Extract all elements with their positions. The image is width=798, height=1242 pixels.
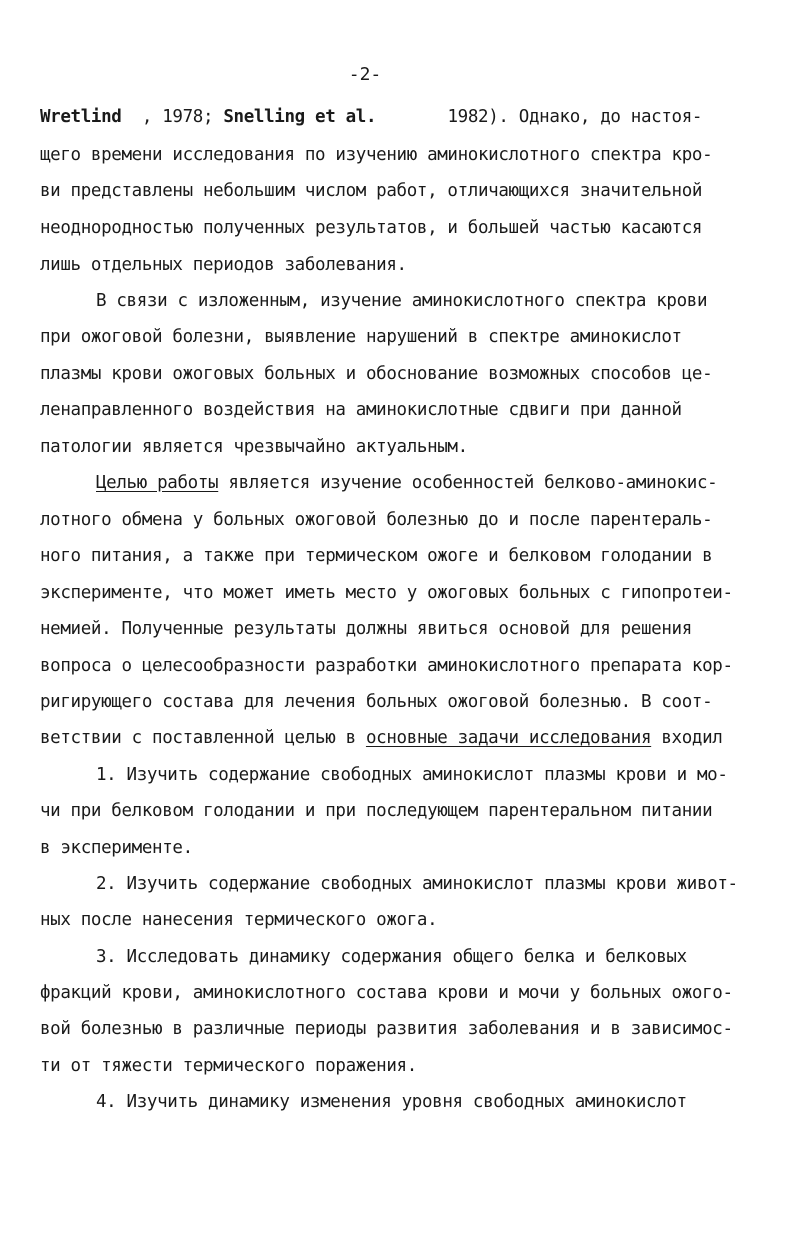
text-line: лотного обмена у больных ожоговой болезнью до и после парентераль-	[40, 510, 713, 530]
text-line: ти от тяжести термического поражения.	[40, 1056, 417, 1076]
page-number: -2-	[348, 64, 382, 85]
text-line: вой болезнью в различные периоды развития заболевания и в зависимос-	[40, 1019, 733, 1039]
text-line	[96, 472, 717, 494]
text-line: ного питания, а также при термическом ожоге и белковом голодании в	[40, 546, 713, 566]
text-line: немией. Полученные результаты должны явиться основой для решения	[40, 619, 692, 639]
text-line: при ожоговой болезни, выявление нарушений в спектре аминокислот	[40, 327, 682, 347]
text-span: входил	[651, 728, 723, 748]
text-span: является изучение особенностей белково-аминокис-	[218, 473, 718, 493]
list-item-1: 1. Изучить содержание свободных аминокислот плазмы крови и мо-	[96, 765, 728, 785]
text-line	[40, 727, 722, 749]
text-span: 1982). Однако, до настоя-	[376, 107, 703, 127]
text-line: чи при белковом голодании и при последующем парентеральном питании	[40, 801, 713, 821]
list-item-3: 3. Исследовать динамику содержания общего белка и белковых	[96, 947, 687, 967]
underlined-heading: Целью работы	[96, 473, 219, 493]
text-line: ленаправленного воздействия на аминокислотные сдвиги при данной	[40, 400, 682, 420]
text-line: лишь отдельных периодов заболевания.	[40, 255, 407, 275]
text-line: ригирующего состава для лечения больных ожоговой болезнью. В соот-	[40, 692, 713, 712]
text-line: ви представлены небольшим числом работ, отличающихся значительной	[40, 181, 703, 201]
text-line: патологии является чрезвычайно актуальным.	[40, 437, 468, 457]
text-line: В связи с изложенным, изучение аминокислотного спектра крови	[96, 291, 708, 311]
text-line: плазмы крови ожоговых больных и обоснование возможных способов це-	[40, 364, 713, 384]
list-item-4: 4. Изучить динамику изменения уровня свободных аминокислот	[96, 1092, 687, 1112]
list-item-2: 2. Изучить содержание свободных аминокислот плазмы крови живот-	[96, 874, 738, 894]
text-line: вопроса о целесообразности разработки аминокислотного препарата кор-	[40, 656, 733, 676]
text-span: ветствии с поставленной целью в	[40, 728, 366, 748]
text-line: фракций крови, аминокислотного состава крови и мочи у больных ожого-	[40, 983, 733, 1003]
citation-author: Snelling et al.	[223, 107, 377, 127]
text-span: , 1978;	[121, 107, 224, 127]
text-line: ных после нанесения термического ожога.	[40, 910, 438, 930]
text-line: в эксперименте.	[40, 838, 193, 858]
text-line: щего времени исследования по изучению аминокислотного спектра кро-	[40, 145, 713, 165]
underlined-heading: основные задачи исследования	[365, 728, 652, 748]
text-line: неоднородностью полученных результатов, и большей частью касаются	[40, 218, 703, 238]
citation-author: Wretlind	[40, 107, 122, 127]
text-line: эксперименте, что может иметь место у ожоговых больных с гипопротеи-	[40, 583, 733, 603]
text-line	[40, 106, 702, 128]
